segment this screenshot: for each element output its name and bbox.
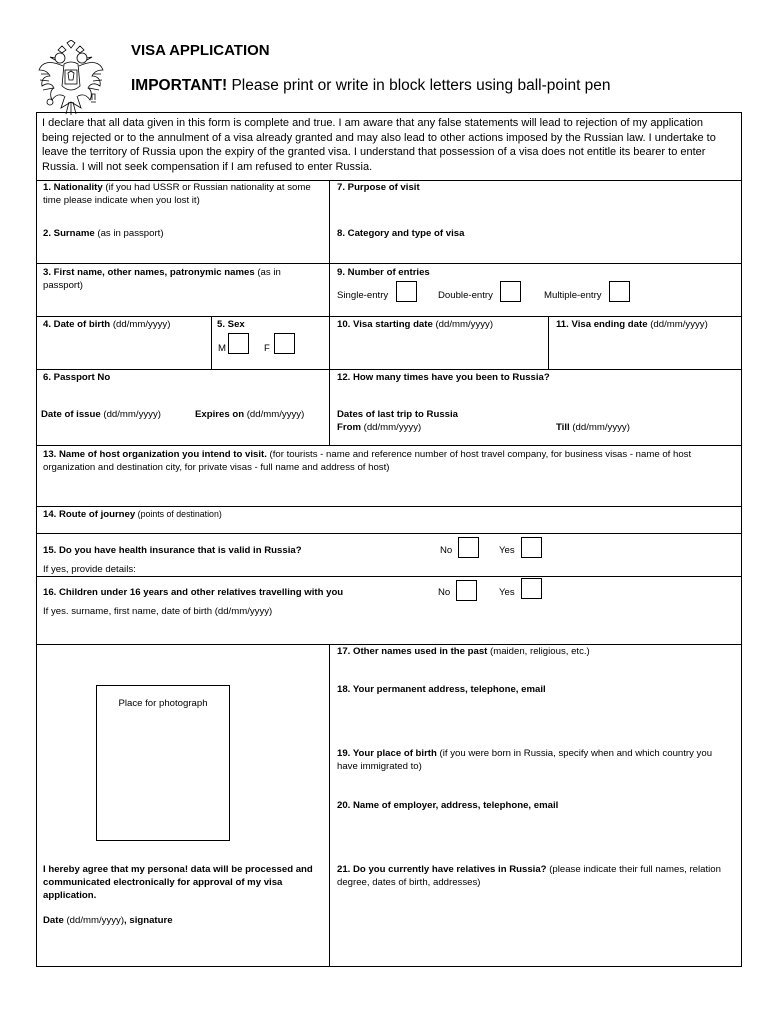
- field-10-visa-start: [337, 318, 493, 331]
- multiple-entry-checkbox[interactable]: [609, 281, 630, 302]
- sig-date-label: Date: [43, 915, 64, 926]
- column-divider: [329, 644, 330, 967]
- field-13-host-organization: [43, 448, 733, 474]
- date-of-issue: [41, 408, 161, 421]
- f15-no-checkbox[interactable]: [458, 537, 479, 558]
- expires-on-label: Expires on: [195, 409, 245, 420]
- field-10-note: (dd/mm/yyyy): [432, 319, 494, 330]
- f15-yes-checkbox[interactable]: [521, 537, 542, 558]
- consent-text: I hereby agree that my persona! data will be processed and communicated electronically for approval of my visa application.: [43, 864, 313, 901]
- last-trip-till: [556, 421, 630, 434]
- field-19-place-of-birth: [337, 747, 717, 773]
- field-4-date-of-birth: [43, 318, 170, 331]
- last-trip-from: [337, 421, 421, 434]
- field-7-purpose-of-visit: 7. Purpose of visit: [337, 182, 420, 193]
- column-divider: [329, 180, 330, 445]
- field-19-label: 19. Your place of birth: [337, 748, 437, 759]
- field-10-label: 10. Visa starting date: [337, 319, 433, 330]
- row-divider: [36, 533, 742, 534]
- row-divider: [36, 316, 742, 317]
- row-divider: [36, 506, 742, 507]
- sig-signature-label: , signature: [124, 915, 173, 926]
- field-2-label: 2. Surname: [43, 228, 95, 239]
- field-11-note: (dd/mm/yyyy): [647, 319, 708, 330]
- field-6-passport-no: 6. Passport No: [43, 372, 111, 383]
- multiple-entry-label: Multiple-entry: [544, 290, 602, 301]
- double-entry-label: Double-entry: [438, 290, 493, 301]
- russian-coat-of-arms-emblem: [36, 40, 106, 116]
- field-12-times-visited: 12. How many times have you been to Russia?: [337, 372, 550, 383]
- f16-no-label: No: [438, 587, 451, 598]
- field-18-address: 18. Your permanent address, telephone, email: [337, 684, 546, 695]
- field-1-note: (if you had USSR or Russian nationality at some time please indicate when you lost it): [43, 182, 311, 206]
- single-entry-checkbox[interactable]: [396, 281, 417, 302]
- field-8-category-visa: 8. Category and type of visa: [337, 228, 465, 239]
- date-signature: [43, 914, 173, 927]
- field-5-sex: 5. Sex: [217, 319, 245, 330]
- till-label: Till: [556, 422, 570, 433]
- field-11-visa-end: [556, 318, 708, 331]
- from-label: From: [337, 422, 361, 433]
- field-11-label: 11. Visa ending date: [556, 319, 648, 330]
- important-label: IMPORTANT!: [131, 77, 228, 94]
- field-21-label: 21. Do you currently have relatives in Russia?: [337, 864, 547, 875]
- field-14-note: (points of destination): [135, 509, 222, 519]
- f16-details: If yes. surname, first name, date of birth (dd/mm/yyyy): [43, 606, 273, 617]
- field-3-label: 3. First name, other names, patronymic names: [43, 267, 255, 278]
- field-21-note: (please indicate their full names, relation degree, dates of birth, addresses): [337, 864, 721, 888]
- important-note: [131, 77, 611, 95]
- field-4-label: 4. Date of birth: [43, 319, 111, 330]
- field-9-number-of-entries: 9. Number of entries: [337, 267, 430, 278]
- sex-m-checkbox[interactable]: [228, 333, 249, 354]
- field-19-note: (if you were born in Russia, specify when and which country you have immigrated to): [337, 748, 713, 772]
- date-of-issue-note: (dd/mm/yyyy): [100, 409, 161, 420]
- double-entry-checkbox[interactable]: [500, 281, 521, 302]
- from-note: (dd/mm/yyyy): [360, 422, 422, 433]
- field-13-note: (for tourists - name and reference number of host travel company, for business visas - name of host organization and destination city, for private visas - full name and address of host): [43, 449, 692, 473]
- field-21-relatives: [337, 863, 737, 889]
- sig-date-note: (dd/mm/yyyy): [63, 915, 125, 926]
- field-16-children: 16. Children under 16 years and other relatives travelling with you: [43, 587, 344, 598]
- column-divider: [211, 316, 212, 369]
- f16-yes-checkbox[interactable]: [521, 578, 542, 599]
- field-15-health-insurance: 15. Do you have health insurance that is valid in Russia?: [43, 545, 302, 556]
- row-divider: [36, 369, 742, 370]
- column-divider: [548, 316, 549, 369]
- field-17-label: 17. Other names used in the past: [337, 646, 488, 657]
- row-divider: [36, 445, 742, 446]
- row-divider: [36, 263, 742, 264]
- field-1-label: 1. Nationality: [43, 182, 103, 193]
- field-17-other-names: [337, 645, 590, 658]
- f16-yes-label: Yes: [499, 587, 515, 598]
- f15-no-label: No: [440, 545, 453, 556]
- photo-label: Place for photograph: [118, 698, 208, 709]
- field-2-surname: [43, 227, 164, 240]
- important-text: Please print or write in block letters using ball-point pen: [227, 77, 611, 94]
- field-4-note: (dd/mm/yyyy): [110, 319, 171, 330]
- f15-yes-label: Yes: [499, 545, 515, 556]
- f15-details: If yes, provide details:: [43, 564, 136, 575]
- sex-f-checkbox[interactable]: [274, 333, 295, 354]
- sex-m-label: M: [218, 343, 226, 354]
- expires-on: [195, 408, 304, 421]
- field-1-nationality: [43, 181, 325, 207]
- sex-f-label: F: [264, 343, 270, 354]
- field-3-note: (as in passport): [43, 267, 281, 291]
- expires-on-note: (dd/mm/yyyy): [244, 409, 305, 420]
- declaration-text: I declare that all data given in this form is complete and true. I am aware that any false statements will lead to rejection of my application being rejected or to the annulment of a visa already granted and may also lead to other actions imposed by the Russian law. I undertake to leave the territory of Russia upon the expiry of the granted visa. I understand that possession of a visa does not entitle its bearer to enter Russia. I will not seek compensation if I am refused to enter Russia.: [42, 117, 716, 173]
- field-3-first-name: [43, 266, 318, 292]
- field-14-label: 14. Route of journey: [43, 509, 136, 520]
- field-14-route: [43, 508, 222, 521]
- field-2-note: (as in passport): [94, 228, 164, 239]
- field-20-employer: 20. Name of employer, address, telephone, email: [337, 800, 559, 811]
- date-of-issue-label: Date of issue: [41, 409, 101, 420]
- f16-no-checkbox[interactable]: [456, 580, 477, 601]
- row-divider: [36, 576, 742, 577]
- single-entry-label: Single-entry: [337, 290, 389, 301]
- form-title: VISA APPLICATION: [131, 42, 270, 59]
- till-note: (dd/mm/yyyy): [569, 422, 630, 433]
- field-17-note: (maiden, religious, etc.): [487, 646, 590, 657]
- last-trip-label: Dates of last trip to Russia: [337, 409, 459, 420]
- field-13-label: 13. Name of host organization you intend to visit.: [43, 449, 267, 460]
